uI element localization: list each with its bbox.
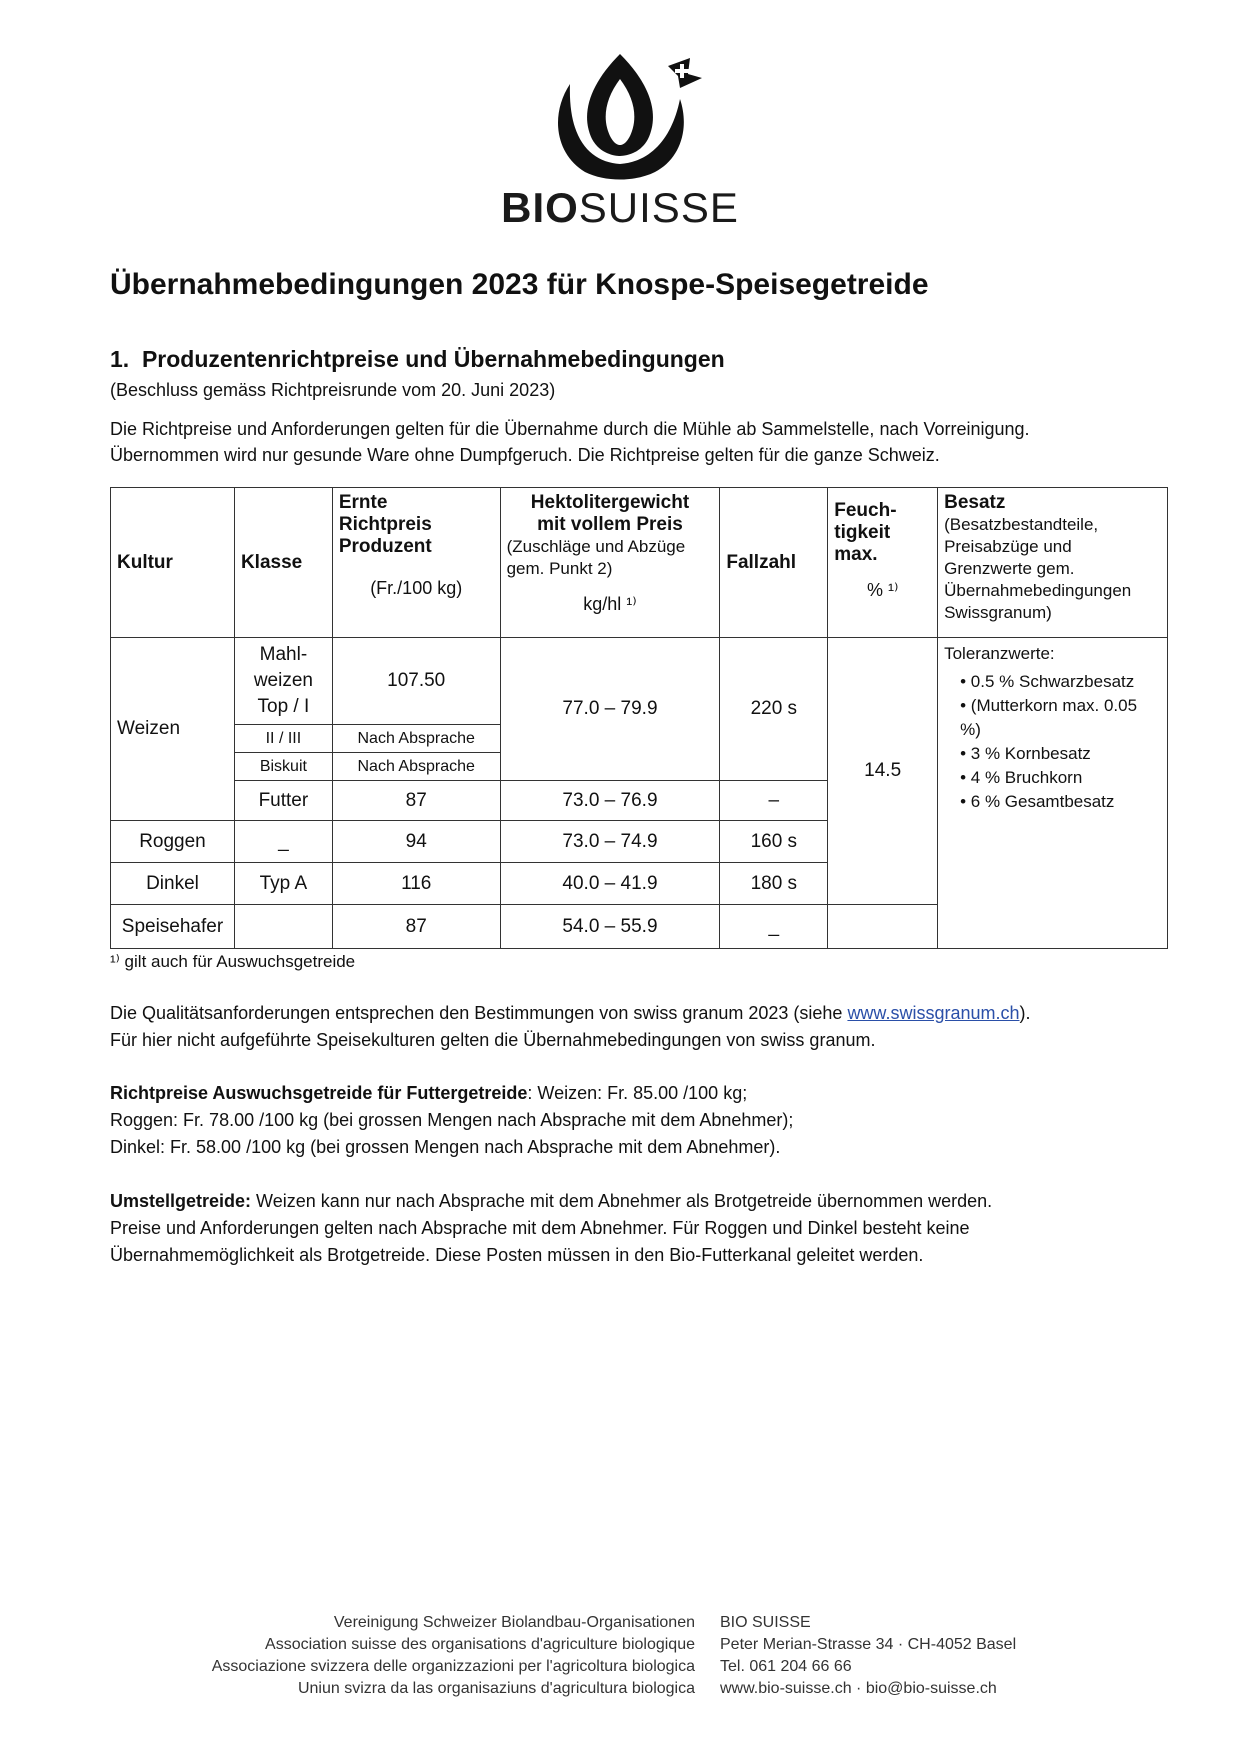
footer-contact: BIO SUISSE Peter Merian-Strasse 34 · CH-4052 Basel Tel. 061 204 66 66 www.bio-suisse.ch · bio@bio-suisse.ch [720, 1614, 1017, 1697]
bud-logo-icon [530, 44, 710, 184]
bio-suisse-logo [500, 44, 740, 234]
cell-feuchtigkeit: 14.5 [828, 638, 938, 905]
cell-klasse-biskuit: Biskuit [234, 753, 332, 781]
cell-preis-biskuit: Nach Absprache [332, 753, 500, 781]
section-subtitle: (Beschluss gemäss Richtpreisrunde vom 20. Juni 2023) [110, 380, 556, 400]
cell-hl-speisehafer: 54.0 – 55.9 [500, 905, 720, 949]
cell-fallzahl-futter: – [720, 781, 828, 821]
header-richtpreis: Ernte Richtpreis Produzent (Fr./100 kg) [332, 488, 500, 638]
cell-preis-futter: 87 [332, 781, 500, 821]
table-header-row [111, 488, 1168, 638]
cell-kultur-weizen: Weizen [111, 638, 235, 821]
cell-fallzahl-speisehafer: _ [720, 905, 828, 949]
cell-kultur-dinkel: Dinkel [111, 863, 235, 905]
cell-preis-speisehafer: 87 [332, 905, 500, 949]
table-row [111, 638, 1168, 725]
list-item: • 0.5 % Schwarzbesatz [960, 670, 1161, 694]
cell-klasse-futter: Futter [234, 781, 332, 821]
auswuchs-label: Richtpreise Auswuchsgetreide für Futtergetreide [110, 1083, 528, 1103]
cell-preis-mahlweizen: 107.50 [332, 638, 500, 725]
cell-klasse-ii-iii: II / III [234, 725, 332, 753]
document-title: Übernahmebedingungen 2023 für Knospe-Speisegetreide [110, 268, 929, 301]
table-footnote: ¹⁾ gilt auch für Auswuchsgetreide [110, 952, 356, 971]
cell-fallzahl-roggen: 160 s [720, 821, 828, 863]
cell-preis-ii-iii: Nach Absprache [332, 725, 500, 753]
header-kultur: Kultur [111, 488, 235, 638]
list-item: • 4 % Bruchkorn [960, 766, 1161, 790]
header-besatz: Besatz (Besatzbestandteile, Preisabzüge und Grenzwerte gem. Übernahmebedingungen Swissgranum) [938, 488, 1168, 638]
cell-preis-roggen: 94 [332, 821, 500, 863]
cell-fallzahl-mahlweizen: 220 s [720, 638, 828, 781]
cell-hl-futter: 73.0 – 76.9 [500, 781, 720, 821]
auswuchs-paragraph: Richtpreise Auswuchsgetreide für Futtergetreide: Weizen: Fr. 85.00 /100 kg; Roggen: Fr. 78.00 /100 kg (bei grossen Mengen nach Absprache mit dem Abnehmer); Dinkel: Fr. 58.00 /100 kg (bei grossen Mengen nach Absprache mit dem Abnehmer). [110, 1083, 794, 1157]
cell-hl-roggen: 73.0 – 74.9 [500, 821, 720, 863]
cell-klasse-mahlweizen: Mahl-weizen Top / I [234, 638, 332, 725]
cell-hl-mahlweizen: 77.0 – 79.9 [500, 638, 720, 781]
section-intro: Die Richtpreise und Anforderungen gelten für die Übernahme durch die Mühle ab Sammelstelle, nach Vorreinigung. Übernommen wird nur gesunde Ware ohne Dumpfgeruch. Die Richtpreise gelten für die ganze Schweiz. [110, 419, 1030, 465]
cell-feuchtigkeit-empty [828, 905, 938, 949]
footer-organisation: Vereinigung Schweizer Biolandbau-Organisationen Association suisse des organisations d'agriculture biologique Associazione svizzera delle organizzazioni per l'agricoltura biologica Uniun svizra da las organisaziuns d'agricultura biologica [211, 1614, 695, 1697]
header-klasse: Klasse [234, 488, 332, 638]
cell-kultur-roggen: Roggen [111, 821, 235, 863]
list-item: • 6 % Gesamtbesatz [960, 790, 1161, 814]
umstell-label: Umstellgetreide: [110, 1191, 252, 1211]
cell-klasse-dinkel: Typ A [234, 863, 332, 905]
cell-klasse-roggen: _ [234, 821, 332, 863]
cell-fallzahl-dinkel: 180 s [720, 863, 828, 905]
cell-kultur-speisehafer: Speisehafer [111, 905, 235, 949]
list-item: • 3 % Kornbesatz [960, 742, 1161, 766]
besatz-list [944, 670, 1161, 814]
section-heading: 1. Produzentenrichtpreise und Übernahmebedingungen [110, 346, 725, 372]
header-fallzahl: Fallzahl [720, 488, 828, 638]
cell-besatz-toleranzwerte: Toleranzwerte: • 0.5 % Schwarzbesatz • (Mutterkorn max. 0.05 %) • 3 % Kornbesatz • 4 % Bruchkorn • 6 % Gesamtbesatz [938, 638, 1168, 949]
cell-klasse-speisehafer [234, 905, 332, 949]
cell-preis-dinkel: 116 [332, 863, 500, 905]
cell-hl-dinkel: 40.0 – 41.9 [500, 863, 720, 905]
price-table [110, 487, 1168, 949]
logo-wordmark: BIOSUISSE [501, 184, 739, 231]
header-hektolitergewicht: Hektolitergewicht mit vollem Preis (Zuschläge und Abzüge gem. Punkt 2) kg/hl ¹⁾ [500, 488, 720, 638]
quality-paragraph: Die Qualitätsanforderungen entsprechen den Bestimmungen von swiss granum 2023 (siehe www.swissgranum.ch). Für hier nicht aufgeführte Speisekulturen gelten die Übernahmebedingungen von swiss granum. [110, 1003, 1031, 1050]
list-item: • (Mutterkorn max. 0.05 %) [960, 694, 1161, 742]
header-feuchtigkeit: Feuch- tigkeit max. % ¹⁾ [828, 488, 938, 638]
umstell-paragraph: Umstellgetreide: Weizen kann nur nach Absprache mit dem Abnehmer als Brotgetreide übernommen werden. Preise und Anforderungen gelten nach Absprache mit dem Abnehmer. Für Roggen und Dinkel besteht keine Übernahmemöglichkeit als Brotgetreide. Diese Posten müssen in den Bio-Futterkanal geleitet werden. [110, 1191, 993, 1265]
swissgranum-link[interactable]: www.swissgranum.ch [847, 1003, 1020, 1023]
